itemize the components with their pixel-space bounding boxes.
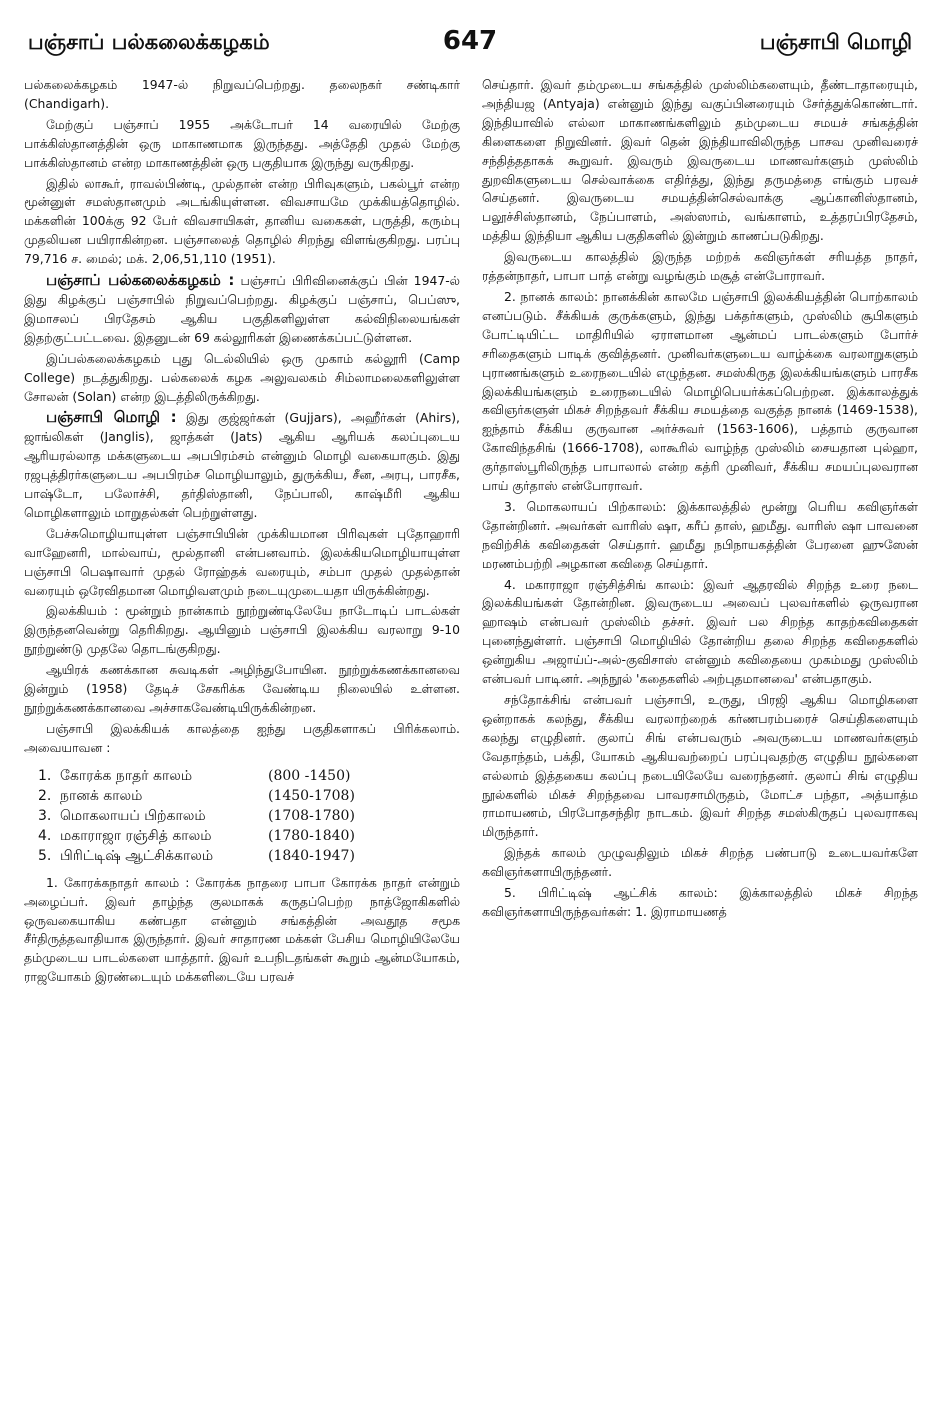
period-number: 5. — [38, 847, 52, 864]
list-item — [38, 766, 460, 786]
paragraph-text: பஞ்சாபி இலக்கியக் காலத்தை ஐந்து பகுதிகளாகப் பிரிக்கலாம். அவையாவன : — [24, 720, 460, 755]
paragraph-text: 3. மொகலாயப் பிற்காலம்: இக்காலத்தில் மூன்று பெரிய கவிஞர்கள் தோன்றினர். அவர்கள் வாரிஸ் ஷா, கரீப் தாஸ், ஹமீது. வாரிஸ் ஷா பாவனை நவிற்சிக் கவிதைகள் செய்தார். ஹமீது நபிநாயகத்தின் பேரனை ஹுஸேன் மரணம்பற்றி அழகான கவிதை செய்தார். — [482, 498, 918, 571]
paragraph — [24, 602, 460, 659]
paragraph-text: 1. கோரக்கநாதர் காலம் : கோரக்க நாதரை பாபா கோரக்க நாதர் என்றும் அழைப்பர். இவர் தாழ்ந்த குலமாகக் கருதப்பெற்ற நாத்ஜோகிகளில் ஒருவகையாகிய கண்பதா என்னும் சங்கத்தின் அவதூத சமூக சீர்திருத்தவாதியாக இருந்தார். இவர் சாதாரண மக்கள் பேசிய மொழியிலேயே தம்முடைய பாடல்களை யாத்தார். இவர் உபநிடதங்கள் கூறும் ஆன்மயோகம், ராஜயோகம் இரண்டையும் மக்களிடையே பரவச் — [24, 874, 460, 985]
list-item — [38, 806, 460, 826]
paragraph — [482, 498, 918, 574]
paragraph-text: பல்கலைக்கழகம் 1947-ல் நிறுவப்பெற்றது. தலைநகர் சண்டிகார் (Chandigarh). — [24, 77, 460, 111]
list-item — [38, 846, 460, 866]
list-item — [38, 786, 460, 806]
left-column — [24, 76, 460, 1416]
paragraph — [482, 691, 918, 842]
paragraph — [482, 884, 918, 922]
page-number: 647 — [442, 26, 498, 56]
paragraph-text: மேற்குப் பஞ்சாப் 1955 அக்டோபர் 14 வரையில் மேற்கு பாக்கிஸ்தானத்தின் ஒரு மாகாணமாக இருந்தது. அத்தேதி முதல் மேற்கு பாக்கிஸ்தானம் என்ற மாகாணத்தின் ஒரு பகுதியாக இருந்து வருகிறது. — [24, 116, 460, 170]
period-range: (1840-1947) — [268, 847, 355, 864]
paragraph — [24, 874, 460, 987]
period-range: (800 -1450) — [268, 767, 351, 784]
paragraph-text: ஆயிரக் கணக்கான சுவடிகள் அழிந்துபோயின. நூற்றுக்கணக்கானவை இன்றும் (1958) தேடிச் சேகரிக்க வேண்டிய நிலையில் உள்ளன. நூற்றுக்கணக்கானவை அச்சாகவேண்டியிருக்கின்றன. — [24, 662, 460, 715]
period-name: பிரிட்டிஷ் ஆட்சிக்காலம் — [60, 847, 214, 864]
paragraph-text: இவருடைய காலத்தில் இருந்த மற்றக் கவிஞர்கள் சரியத்த நாதர், ரத்தன்நாதர், பாபா பாத் என்று வழங்கும் மசூத் என்போராவர். — [482, 249, 918, 284]
running-head-left: பஞ்சாப் பல்கலைக்கழகம் — [28, 30, 270, 54]
paragraph — [482, 248, 918, 286]
page-header — [28, 26, 912, 64]
entry-headword: பஞ்சாபி மொழி : — [46, 408, 177, 427]
period-range: (1450-1708) — [268, 787, 355, 804]
paragraph-text: இந்தக் காலம் முழுவதிலும் மிகச் சிறந்த பண்பாடு உடையவர்களே கவிஞர்களாயிருந்தனர். — [482, 845, 918, 880]
paragraph — [24, 350, 460, 407]
paragraph-text: இதில் லாகூர், ராவல்பிண்டி, முல்தான் என்ற பிரிவுகளும், பகல்பூர் என்ற மூன்னுள் சமஸ்தானமும் அடங்கியுள்ளன. விவசாயமே முக்கியத்தொழில். மக்களின் 100க்கு 92 பேர் விவசாயிகள், தானிய வகைகள், பருத்தி, கரும்பு முதலியன பயிராகின்றன. பஞ்சாலைத் தொழில் சிறந்து விளங்குகிறது. பரப்பு 79,716 ச. மைல்; மக். 2,06,51,110 (1951). — [24, 175, 460, 267]
paragraph-text: செய்தார். இவர் தம்முடைய சங்கத்தில் முஸ்லிம்களையும், தீண்டாதாரையும், அந்தியஜ (Antyaja) என்னும் இந்து வகுப்பினரையும் சேர்த்துக்கொண்டார். இந்தியாவில் எல்லா மாகாணங்களிலும் தம்முடைய சமயச் சங்கத்தின் கிளைகளை நிறுவினர். இவர் தென் இந்தியாவிலிருந்த பாசவ முனிவரைச் சந்தித்ததாகக் கூறுவர். இவரும் இவருடைய மாணவர்களும் முஸ்லிம் துறவிகளுடைய செல்வாக்கை எதிர்த்து, இந்து தருமத்தை எங்கும் பரவச் செய்தனர். இவருடைய சமயத்தின்செல்வாக்கு ஆப்கானிஸ்தானம், பலூச்சிஸ்தானம், நேப்பாளம், அஸ்ஸாம், வங்காளம், உத்தரப்பிரதேசம், மத்திய இந்தியா ஆகிய பகுதிகளில் இன்றும் காணப்படுகிறது. — [482, 77, 918, 244]
period-name: மொகலாயப் பிற்காலம் — [60, 807, 206, 824]
period-range: (1780-1840) — [268, 827, 355, 844]
entry-headword: பஞ்சாப் பல்கலைக்கழகம் : — [46, 271, 235, 290]
paragraph-text: சந்தோக்சிங் என்பவர் பஞ்சாபி, உருது, பிரஜி ஆகிய மொழிகளை ஒன்றாகக் கலந்து, சீக்கிய வரலாற்றைக் கர்ணபரம்பரைச் செய்திகளையும் கலந்து எழுதினர். குலாப் சிங் என்பவரும் அவருடைய மாணவர்களும் வேதாந்தம், பக்தி, யோகம் ஆகியவற்றைப் பரப்புவதற்கு எழுதிய நூல்களை எல்லாம் இத்தகைய கலப்பு நடையிலேயே வரைந்தனர். குலாப் சிங் எழுதிய நூல்களில் மிகச் சிறந்தவை பாவரசாமிருதம், மோட்ச பந்தா, அத்யாத்ம ராமாயணம், பிரபோதசந்திர நாடகம். இவர் சிறந்த சமஸ்கிருதப் புலவராகவு மிருந்தார். — [482, 692, 918, 840]
paragraph-text: பேச்சுமொழியாயுள்ள பஞ்சாபியின் முக்கியமான பிரிவுகள் புதோஹாரி வாஹேனரி, மால்வாய், மூல்தானி என்பனவாம். இலக்கியமொழியாயுள்ள பஞ்சாபி பெஷாவார் முதல் ரோஹ்தக் வரையும், சம்பா முதல் முதல்தான் வரையும் ஒரேவிதமான மொழிவளமும் நடையுமுடையதா யிருக்கின்றது. — [24, 525, 460, 598]
paragraph — [24, 175, 460, 270]
paragraph — [482, 844, 918, 882]
paragraph — [24, 720, 460, 758]
period-number: 1. — [38, 767, 52, 784]
paragraph-text: இலக்கியம் : மூன்றும் நான்காம் நூற்றுண்டிலேயே நாடோடிப் பாடல்கள் இருந்தனவென்று தெரிகிறது. ஆயினும் பஞ்சாபி இலக்கிய வரலாறு 9-10 நூற்றுண்டு முதலே தொடங்குகிறது. — [24, 603, 460, 657]
paragraph — [482, 76, 918, 246]
period-number: 4. — [38, 827, 52, 844]
period-name: கோரக்க நாதர் காலம் — [60, 767, 193, 784]
paragraph — [24, 271, 460, 348]
paragraph-text: 5. பிரிட்டிஷ் ஆட்சிக் காலம்: இக்காலத்தில் மிகச் சிறந்த கவிஞர்களாயிருந்தவர்கள்: 1. இராமாயணத் — [482, 885, 918, 919]
period-list — [38, 766, 460, 866]
paragraph-text: 2. நானக் காலம்: நானக்கின் காலமே பஞ்சாபி இலக்கியத்தின் பொற்காலம் எனப்படும். சீக்கியக் குருக்களும், இந்து பக்தர்களும், முஸ்லிம் சூபிகளும் போட்டியிட்ட மாதிரியில் ஏராளமான ஆன்மப் பாடல்களும் போர்ச் சரிதைகளும் பாடிக் குவித்தனர். முனிவர்களுடைய வாழ்க்கை வரலாறுகளும் புராணங்களும் உரைநடையில் எழுந்தன. சமஸ்கிருத இலக்கியங்களும் பாரசீக இலக்கியங்களும் உரைநடையில் மொழிபெயர்க்கப்பெற்றன. இக்காலத்துக் கவிஞர்களுள் மிகச் சிறந்தவர் சீக்கிய சமயத்தை வகுத்த நானக் (1469-1538), ஐந்தாம் சீக்கிய குருவான அர்ச்சுவர் (1563-1606), பத்தாம் குருவான கோவிந்தசிங் (1666-1708), லாகூரில் வாழ்ந்த முஸ்லிம் சையதான புல்ஹா, குர்தாஸ்பூரிலிருந்த பாபாலால் என்ற கத்ரி முனிவர், சீக்கிய சமயப்புலவரான பாய் குர்தாஸ் என்போராவர். — [482, 288, 918, 494]
paragraph — [24, 116, 460, 173]
paragraph-text: இப்பல்கலைக்கழகம் புது டெல்லியில் ஒரு முகாம் கல்லூரி (Camp College) நடத்துகிறது. பல்கலைக் கழக அலுவலகம் சிம்லாமலைகளிலுள்ள சோலன் (Solan) என்ற இடத்திலிருக்கிறது. — [24, 350, 460, 404]
running-head-right: பஞ்சாபி மொழி — [759, 30, 912, 54]
paragraph — [24, 525, 460, 601]
paragraph — [24, 661, 460, 718]
paragraph-text: இது குஜ்ஜர்கள் (Gujjars), அஹீர்கள் (Ahirs), ஜாங்லிகள் (Janglis), ஜாத்கள் (Jats) ஆகிய ஆரியக் கலப்புடைய ஆரியரல்லாத மக்களுடைய அபபிரம்சம் என்னும் மொழி வகையாகும். இது ரஜபுத்திரர்களுடைய அபபிரம்ச மொழியாலும், துருக்கிய, சீன, அரபு, பாரசீக, பாஷ்டோ, பலோச்சி, தர்திஸ்தானி, நேப்பாலி, காஷ்மீரி ஆகிய மொழிகளாலும் மாறுதல்கள் பெற்றுள்ளது. — [24, 410, 460, 520]
period-name: மகாராஜா ரஞ்சித் காலம் — [60, 827, 212, 844]
period-name: நானக் காலம் — [60, 787, 143, 804]
paragraph — [24, 76, 460, 114]
period-number: 2. — [38, 787, 52, 804]
period-range: (1708-1780) — [268, 807, 355, 824]
paragraph — [482, 576, 918, 689]
paragraph-text: பஞ்சாப் பிரிவினைக்குப் பின் 1947-ல் இது கிழக்குப் பஞ்சாபில் நிறுவப்பெற்றது. கிழக்குப் பஞ்சாப், பெப்ஸு, இமாசலப் பிரதேசம் ஆகிய பகுதிகளிலுள்ள கல்விநிலையங்கள் இதற்குட்பட்டவை. இதனுடன் 69 கல்லூரிகள் இணைக்கப்பட்டுள்ளன. — [24, 273, 460, 345]
right-column — [482, 76, 918, 1416]
period-number: 3. — [38, 807, 52, 824]
paragraph-text: 4. மகாராஜா ரஞ்சித்சிங் காலம்: இவர் ஆதரவில் சிறந்த உரை நடை இலக்கியங்கள் தோன்றின. இவருடைய அவைப் புலவர்களில் ஒருவரான ஹாஷம் என்பவர் முஸ்லிம் தச்சர். இவர் பல சிறந்த காதற்கவிதைகள் புனைந்துள்ளர். பஞ்சாபி மொழியில் தோன்றிய தலை சிறந்த கவிதைகளில் ஒன்றுகிய அஜாய்ப்-அல்-குவிசாஸ் என்னும் கவிதையை முகம்மது முஸ்லிம் என்பவர் பாடினர். அந்நூல் 'கதைகளில் அற்புதமானவை' என்பதாகும். — [482, 576, 918, 687]
paragraph — [482, 288, 918, 496]
paragraph — [24, 408, 460, 522]
list-item — [38, 826, 460, 846]
